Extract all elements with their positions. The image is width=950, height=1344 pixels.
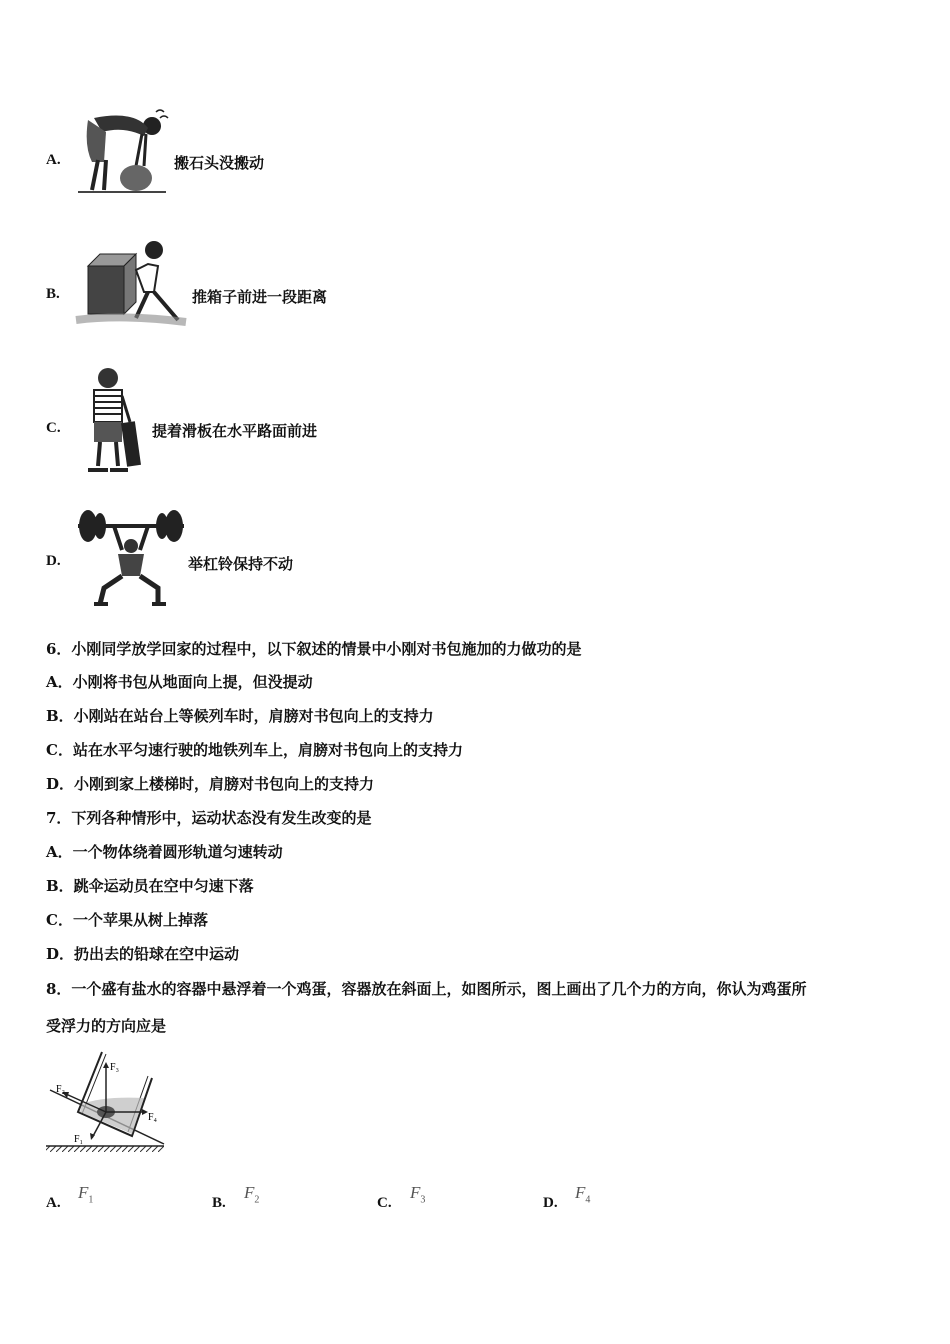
label-f4: F₄ (148, 1112, 158, 1123)
q7-option-a: A．一个物体绕着圆形轨道匀速转动 (46, 843, 283, 861)
option-b-letter: B. (46, 286, 60, 302)
option-a-letter: A. (46, 152, 61, 168)
q8-answer-a-value: $F_1$ (78, 1183, 94, 1206)
boy-pushing-box-icon (74, 236, 190, 332)
q8-answer-c-value: $F_3$ (410, 1183, 426, 1206)
q6-option-d: D．小刚到家上楼梯时，肩膀对书包向上的支持力 (46, 775, 375, 793)
q6-option-a: A．小刚将书包从地面向上提，但没提动 (46, 673, 313, 691)
woman-lifting-stone-icon (74, 106, 170, 196)
label-f3: F₃ (110, 1062, 120, 1073)
option-d-text: 举杠铃保持不动 (188, 555, 294, 573)
q8-stem-line2: 受浮力的方向应是 (46, 1017, 167, 1035)
q7-option-b: B．跳伞运动员在空中匀速下落 (46, 877, 254, 895)
weightlifter-icon (74, 504, 188, 608)
label-f2: F₂ (56, 1084, 66, 1095)
q8-answer-d-letter: D. (543, 1195, 558, 1211)
label-f1: F₁ (74, 1134, 84, 1145)
q7-option-d: D．扔出去的铅球在空中运动 (46, 945, 240, 963)
q8-answer-b-letter: B. (212, 1195, 226, 1211)
option-a-text: 搬石头没搬动 (174, 154, 265, 172)
boy-carrying-skateboard-icon (78, 366, 144, 476)
incline-container-figure (44, 1050, 168, 1154)
q6-stem: 6．小刚同学放学回家的过程中，以下叙述的情景中小刚对书包施加的力做功的是 (46, 640, 582, 658)
option-d-letter: D. (46, 553, 61, 569)
q6-option-b: B．小刚站在站台上等候列车时，肩膀对书包向上的支持力 (46, 707, 434, 725)
q8-answer-b-value: $F_2$ (244, 1183, 260, 1206)
option-b-text: 推箱子前进一段距离 (192, 288, 328, 306)
q8-stem-line1: 8．一个盛有盐水的容器中悬浮着一个鸡蛋，容器放在斜面上，如图所示，图上画出了几个力的方向，你认为鸡蛋所 (46, 980, 807, 998)
option-c-text: 提着滑板在水平路面前进 (152, 422, 318, 440)
q6-option-c: C．站在水平匀速行驶的地铁列车上，肩膀对书包向上的支持力 (46, 741, 463, 759)
q8-answer-c-letter: C. (377, 1195, 392, 1211)
q7-option-c: C．一个苹果从树上掉落 (46, 911, 208, 929)
q8-answer-a-letter: A. (46, 1195, 61, 1211)
option-c-letter: C. (46, 420, 61, 436)
q8-answer-d-value: $F_4$ (575, 1183, 591, 1206)
q7-stem: 7．下列各种情形中，运动状态没有发生改变的是 (46, 809, 372, 827)
